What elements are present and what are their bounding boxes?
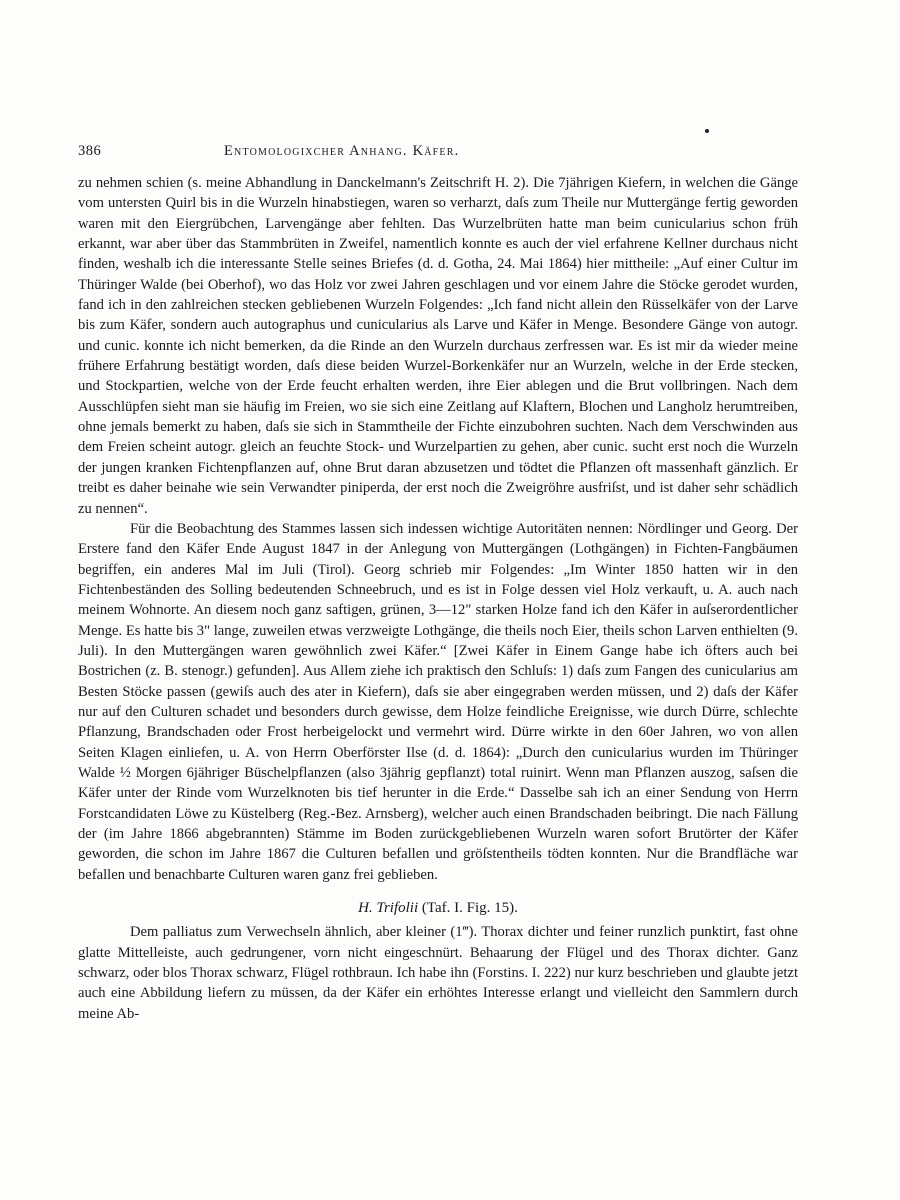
running-title: Entomologixcher Anhang. Käfer. [224,143,460,159]
page-header [78,143,798,160]
paragraph-1: zu nehmen schien (s. meine Abhandlung in Danckelmann's Zeitschrift H. 2). Die 7jährigen Kiefern, in welchen die Gänge vom untersten Quirl bis in die Wurzeln hinabstiegen, waren so verharzt, daſs zum Theile nur Muttergänge fertig geworden waren mit den Eiergrübchen, Larvengänge aber fehlten. Das Wurzelbrüten hatte man beim cunicularius schon früh erkannt, war aber über das Stammbrüten in Zweifel, namentlich konnte es auch der viel erfahrene Kellner durchaus nicht finden, weshalb ich die interessante Stelle seines Briefes (d. d. Gotha, 24. Mai 1864) hier mittheile: „Auf einer Cultur im Thüringer Walde (bei Oberhof), wo das Holz vor zwei Jahren geschlagen und vor einem Jahre die Stöcke gerodet wurden, fand ich in den zahlreichen stecken gebliebenen Wurzeln Folgendes: „Ich fand nicht allein den Rüsselkäfer von der Larve bis zum Käfer, sondern auch autographus und cunicularius als Larve und Käfer in Menge. Besondere Gänge von autogr. und cunic. konnte ich nicht bemerken, da die Rinde an den Wurzeln durchaus zerfressen war. Es ist mir da wieder meine frühere Erfahrung bestätigt worden, daſs diese beiden Wurzel-Borkenkäfer nur an Wurzeln, welche in der Erde stecken, und Stockpartien, welche von der Erde feucht erhalten werden, ihre Eier ablegen und die Brut vollbringen. Nach dem Ausschlüpfen sieht man sie häufig im Freien, wo sie sich eine Zeitlang auf Klaftern, Blochen und Langholz herumtreiben, ohne jemals bemerkt zu haben, daſs sie sich in Stammtheile der Fichte einzubohren suchten. Nach dem Verschwinden aus dem Freien scheint autogr. gleich an feuchte Stock- und Wurzelpartien zu gehen, aber cunic. sucht erst noch die Wurzeln der jungen kranken Fichtenpflanzen auf, ohne Brut daran abzusetzen und tödtet die Pflanzen oft massenhaft gänzlich. Er treibt es daher beinahe wie sein Verwandter piniperda, der erst noch die Zweigröhre ausfriſst, und ist daher sehr schädlich zu nennen“. [78,175,798,517]
section-heading-species: H. Trifolii [358,900,419,917]
section-heading [78,898,798,918]
body-text [78,173,798,1024]
print-speck [705,129,709,133]
paragraph-3: Dem palliatus zum Verwechseln ähnlich, aber kleiner (1‴). Thorax dichter und feiner runzlich punktirt, fast ohne glatte Mittelleiste, auch gedrungener, vorn nicht eingeschnürt. Behaarung der Flügel und des Thorax dichter. Ganz schwarz, oder blos Thorax schwarz, Flügel rothbraun. Ich habe ihn (Forstins. I. 222) nur kurz beschrieben und glaubte jetzt auch eine Abbildung liefern zu müssen, da der Käfer ein erhöhtes Interesse erlangt und vielleicht den Sammlern durch meine Ab- [78,924,798,1022]
section-heading-ref: (Taf. I. Fig. 15). [421,900,518,917]
page-number: 386 [78,143,102,159]
page [78,143,798,1024]
paragraph-2: Für die Beobachtung des Stammes lassen sich indessen wichtige Autoritäten nennen: Nördlinger und Georg. Der Erstere fand den Käfer Ende August 1847 in der Anlegung von Muttergängen (Lothgängen) in Fichten-Fangbäumen begriffen, ein anderes Mal im Juli (Tirol). Georg schrieb mir Folgendes: „Im Winter 1850 hatten wir in den Fichtenbeständen des Solling bedeutenden Schneebruch, und es ist in Folge dessen viel Holz verkauft, u. A. auch nach meinem Wohnorte. An diesem noch ganz saftigen, grünen, 3—12" starken Holze fand ich den Käfer in auſserordentlicher Menge. Es hatte bis 3" lange, zuweilen etwas verzweigte Lothgänge, die theils noch Eier, theils schon Larven enthielten (9. Juli). In den Muttergängen waren gewöhnlich zwei Käfer.“ [Zwei Käfer in Einem Gange habe ich öfters auch bei Bostrichen (z. B. stenogr.) gefunden]. Aus Allem ziehe ich praktisch den Schluſs: 1) daſs zum Fangen des cunicularius am Besten Stöcke passen (gewiſs auch des ater in Kiefern), daſs sie aber eingegraben werden müssen, und 2) daſs der Käfer nur auf den Culturen schadet und besonders durch gewisse, dem Holze feindliche Ereignisse, wie durch Dürre, schlechte Pflanzung, Brandschaden oder Frost herbeigelockt und vermehrt wird. Dürre wirkte in den 60er Jahren, wo von allen Seiten Klagen einliefen, u. A. von Herrn Oberförster Ilse (d. d. 1864): „Durch den cunicularius wurden im Thüringer Walde ½ Morgen 6jähriger Büschelpflanzen (also 3jährig gepflanzt) total ruinirt. Wenn man Pflanzen auszog, saſsen die Käfer unter der Rinde vom Wurzelknoten bis tief herunter in die Erde.“ Dasselbe sah ich an einer Sendung von Herrn Forstcandidaten Löwe zu Küstelberg (Reg.-Bez. Arnsberg), welcher auch einen Brandschaden beibringt. Die nach Fällung der (im Jahre 1866 abgebrannten) Stämme im Boden zurückgebliebenen Wurzeln waren sofort Brutörter der Käfer geworden, die schon im Jahre 1867 die Culturen befallen und gröſstentheils tödten konnten. Nur die Brandfläche war befallen und benachbarte Culturen waren ganz frei geblieben. [78,520,798,883]
